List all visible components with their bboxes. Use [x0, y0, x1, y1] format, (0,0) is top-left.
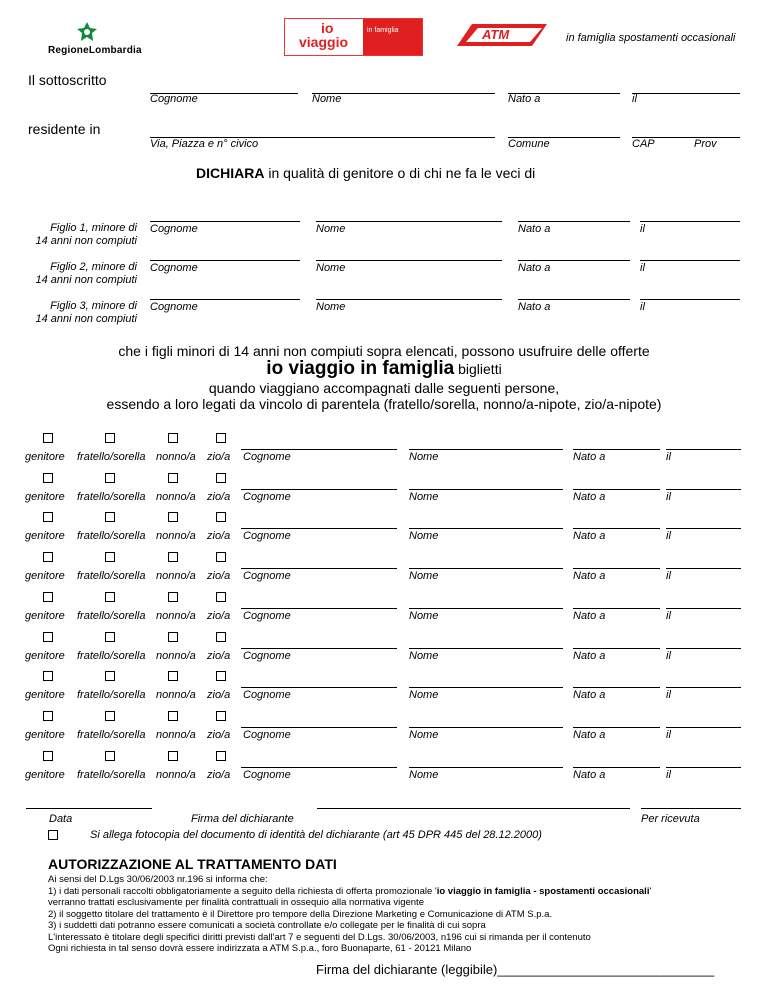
companion-field-line[interactable]: [573, 727, 660, 728]
companion-row: [0, 552, 768, 588]
companion-field-line[interactable]: [666, 727, 741, 728]
relation-checkbox[interactable]: [216, 592, 226, 602]
companion-field-caption: il: [666, 649, 671, 662]
companion-field-caption: il: [666, 768, 671, 781]
relation-checkbox[interactable]: [216, 751, 226, 761]
privacy-item-1-cont: verranno trattati esclusivamente per finalità contrattuali in ossequio alla normativa vigente: [48, 897, 424, 908]
offer-title-small: biglietti: [454, 361, 502, 377]
relation-checkbox[interactable]: [105, 671, 115, 681]
companion-field-caption: Cognome: [243, 649, 291, 662]
companion-field-line[interactable]: [573, 449, 660, 450]
child-field-line[interactable]: [640, 260, 740, 261]
relation-label: zio/a: [207, 689, 231, 702]
companion-field-line[interactable]: [241, 489, 397, 490]
relation-label: genitore: [25, 689, 65, 702]
companion-field-line[interactable]: [409, 687, 563, 688]
child-label: [20, 300, 137, 326]
companion-field-line[interactable]: [666, 489, 741, 490]
companion-field-line[interactable]: [241, 568, 397, 569]
io-viaggio-badge: [363, 19, 422, 55]
companion-field-caption: Nome: [409, 530, 439, 543]
companion-field-line[interactable]: [666, 767, 741, 768]
relation-label: nonno/a: [156, 570, 196, 583]
companion-field-line[interactable]: [409, 528, 563, 529]
companion-field-caption: Cognome: [243, 490, 291, 503]
relation-checkbox[interactable]: [168, 751, 178, 761]
declarant-signature-line[interactable]: [317, 808, 630, 809]
companion-field-caption: Nome: [409, 649, 439, 662]
child-label: [20, 261, 137, 287]
relation-label: genitore: [25, 768, 65, 781]
privacy-item-1-post: ': [649, 885, 652, 897]
companion-field-line[interactable]: [409, 767, 563, 768]
companion-field-caption: Nato a: [573, 649, 606, 662]
companion-field-line[interactable]: [573, 528, 660, 529]
companion-field-line[interactable]: [666, 608, 741, 609]
relation-checkbox[interactable]: [43, 671, 53, 681]
relation-checkbox[interactable]: [105, 751, 115, 761]
attachment-checkbox[interactable]: [48, 830, 58, 840]
relation-label: genitore: [25, 728, 65, 741]
companion-field-line[interactable]: [409, 449, 563, 450]
companion-field-line[interactable]: [573, 568, 660, 569]
companion-field-line[interactable]: [409, 727, 563, 728]
privacy-item-1: [48, 886, 651, 898]
companion-field-line[interactable]: [409, 568, 563, 569]
regione-lombardia-emblem-icon: [75, 20, 99, 44]
companion-field-caption: Nome: [409, 728, 439, 741]
child-field-line[interactable]: [316, 260, 502, 261]
offer-line-4: essendo a loro legati da vincolo di parentela (fratello/sorella, nonno/a-nipote, zio/a-nipote): [106, 396, 662, 412]
relation-checkbox[interactable]: [43, 632, 53, 642]
relation-label: fratello/sorella: [77, 689, 146, 702]
birthdate-line[interactable]: [632, 93, 740, 94]
relation-checkbox[interactable]: [216, 711, 226, 721]
subscriber-label: Il sottoscritto: [28, 72, 107, 88]
companion-field-line[interactable]: [241, 528, 397, 529]
atm-logo: [456, 23, 548, 47]
companion-row: [0, 512, 768, 548]
companion-row: [0, 592, 768, 628]
signature-caption: Firma del dichiarante: [191, 813, 294, 825]
receipt-caption: Per ricevuta: [641, 813, 700, 825]
relation-label: zio/a: [207, 570, 231, 583]
relation-checkbox[interactable]: [105, 711, 115, 721]
privacy-item-3: 3) i suddetti dati potranno essere comunicati a società controllate e/o collegate per le finalità di cui sopra: [48, 920, 486, 931]
relation-label: fratello/sorella: [77, 490, 146, 503]
relation-label: genitore: [25, 530, 65, 543]
relation-label: nonno/a: [156, 768, 196, 781]
companion-field-line[interactable]: [409, 489, 563, 490]
companion-field-line[interactable]: [573, 687, 660, 688]
child-field-caption: il: [640, 223, 645, 235]
relation-checkbox[interactable]: [105, 433, 115, 443]
relation-checkbox[interactable]: [43, 512, 53, 522]
child-field-caption: il: [640, 301, 645, 313]
companion-row: [0, 473, 768, 509]
child-label: [20, 222, 137, 248]
companion-field-caption: Nato a: [573, 609, 606, 622]
child-label-line-2: 14 anni non compiuti: [35, 313, 137, 325]
relation-checkbox[interactable]: [168, 433, 178, 443]
companion-field-line[interactable]: [241, 608, 397, 609]
relation-label: nonno/a: [156, 451, 196, 463]
child-label-line-2: 14 anni non compiuti: [35, 274, 137, 286]
companion-row: [0, 751, 768, 787]
child-field-caption: Nato a: [518, 262, 551, 274]
relation-checkbox[interactable]: [216, 671, 226, 681]
relation-checkbox[interactable]: [105, 592, 115, 602]
relation-checkbox[interactable]: [43, 592, 53, 602]
child-field-caption: Cognome: [150, 262, 198, 274]
companion-field-caption: Nato a: [573, 451, 606, 463]
companion-field-caption: Cognome: [243, 768, 291, 781]
relation-label: fratello/sorella: [77, 451, 146, 463]
relation-label: genitore: [25, 570, 65, 583]
privacy-title: AUTORIZZAZIONE AL TRATTAMENTO DATI: [48, 856, 337, 872]
relation-checkbox[interactable]: [168, 473, 178, 483]
relation-label: zio/a: [207, 768, 231, 781]
declaration-heading: [196, 165, 535, 181]
atm-logo-text: ATM: [482, 27, 510, 42]
privacy-item-1-pre: 1) i dati personali raccolti obbligatoriamente a seguito della richiesta di offerta promozionale ': [48, 885, 437, 897]
birthplace-caption: Nato a: [508, 93, 541, 105]
companion-field-caption: Nato a: [573, 768, 606, 781]
companion-field-caption: Cognome: [243, 609, 291, 622]
offer-title: [0, 358, 768, 380]
child-field-caption: Nome: [316, 262, 346, 274]
companion-field-line[interactable]: [241, 648, 397, 649]
companion-field-caption: Nome: [409, 689, 439, 702]
street-caption: Via, Piazza e n° civico: [150, 138, 259, 150]
companion-field-caption: Nato a: [573, 689, 606, 702]
relation-checkbox[interactable]: [216, 473, 226, 483]
postcode-caption: CAP: [632, 138, 655, 150]
companion-field-line[interactable]: [241, 727, 397, 728]
companion-row: [0, 711, 768, 747]
child-field-line[interactable]: [518, 221, 630, 222]
birthdate-caption: il: [632, 93, 637, 105]
relation-label: nonno/a: [156, 530, 196, 543]
declaration-bold: DICHIARA: [196, 165, 265, 181]
relation-label: genitore: [25, 649, 65, 662]
child-field-line[interactable]: [518, 260, 630, 261]
companion-field-caption: Cognome: [243, 728, 291, 741]
header-tagline: in famiglia spostamenti occasionali: [566, 32, 736, 44]
companion-field-caption: Nome: [409, 451, 439, 463]
companion-field-caption: Nato a: [573, 728, 606, 741]
offer-line-3: quando viaggiano accompagnati dalle seguenti persone,: [208, 380, 560, 396]
relation-checkbox[interactable]: [43, 473, 53, 483]
companion-field-caption: il: [666, 609, 671, 622]
companion-field-caption: Cognome: [243, 530, 291, 543]
privacy-rights: L'interessato è titolare degli specifici diritti previsti dall'art 7 e seguenti del D.Lgs. 30/06/2003, n196 cui si rimanda per il contenuto: [48, 931, 591, 943]
companion-field-caption: Nome: [409, 490, 439, 503]
child-field-line[interactable]: [640, 299, 740, 300]
relation-checkbox[interactable]: [168, 671, 178, 681]
relation-checkbox[interactable]: [168, 632, 178, 642]
io-viaggio-logo-line2: viaggio: [299, 34, 349, 50]
relation-label: nonno/a: [156, 689, 196, 702]
relation-checkbox[interactable]: [216, 512, 226, 522]
relation-checkbox[interactable]: [105, 632, 115, 642]
companion-field-caption: Cognome: [243, 570, 291, 583]
regione-lombardia-text: RegioneLombardia: [48, 45, 142, 56]
companion-field-line[interactable]: [666, 568, 741, 569]
companion-field-caption: Cognome: [243, 689, 291, 702]
relation-checkbox[interactable]: [216, 552, 226, 562]
relation-checkbox[interactable]: [43, 552, 53, 562]
child-field-caption: Cognome: [150, 223, 198, 235]
city-caption: Comune: [508, 138, 550, 150]
relation-checkbox[interactable]: [168, 711, 178, 721]
child-field-caption: Nato a: [518, 223, 551, 235]
relation-checkbox[interactable]: [168, 592, 178, 602]
date-caption: Data: [49, 813, 73, 825]
offer-line-1: che i figli minori di 14 anni non compiuti sopra elencati, possono usufruire delle offerte: [118, 343, 650, 359]
child-field-caption: Nato a: [518, 301, 551, 313]
companion-field-caption: Nome: [409, 570, 439, 583]
receipt-line[interactable]: [641, 808, 741, 809]
relation-checkbox[interactable]: [105, 552, 115, 562]
relation-label: zio/a: [207, 451, 231, 463]
companion-field-line[interactable]: [666, 687, 741, 688]
relation-label: zio/a: [207, 609, 231, 622]
relation-label: zio/a: [207, 728, 231, 741]
companion-row: [0, 433, 768, 469]
companion-field-caption: Cognome: [243, 451, 291, 463]
relation-label: zio/a: [207, 649, 231, 662]
companion-field-line[interactable]: [409, 608, 563, 609]
name-caption: Nome: [312, 93, 342, 105]
date-line[interactable]: [26, 808, 152, 809]
companion-field-line[interactable]: [666, 648, 741, 649]
relation-label: fratello/sorella: [77, 768, 146, 781]
relation-label: nonno/a: [156, 649, 196, 662]
offer-title-big: io viaggio in famiglia: [266, 358, 455, 379]
relation-checkbox[interactable]: [43, 711, 53, 721]
child-label-line-1: Figlio 3, minore di: [50, 300, 137, 312]
child-label-line-2: 14 anni non compiuti: [35, 235, 137, 247]
child-field-line[interactable]: [316, 221, 502, 222]
io-viaggio-badge-text: in famiglia: [367, 27, 399, 34]
relation-label: genitore: [25, 451, 65, 463]
residence-label: residente in: [28, 121, 101, 137]
relation-label: genitore: [25, 609, 65, 622]
child-field-caption: Nome: [316, 301, 346, 313]
privacy-address: Ogni richiesta in tal senso dovrà essere indirizzata a ATM S.p.a., foro Buonaparte, 61 - 20121 Milano: [48, 943, 472, 954]
companion-field-caption: il: [666, 689, 671, 702]
relation-label: genitore: [25, 490, 65, 503]
privacy-body: [48, 874, 651, 955]
companion-field-line[interactable]: [573, 767, 660, 768]
relation-label: zio/a: [207, 530, 231, 543]
companion-field-line[interactable]: [241, 687, 397, 688]
child-field-line[interactable]: [518, 299, 630, 300]
companion-field-line[interactable]: [241, 449, 397, 450]
regione-lombardia-logo: [48, 20, 143, 56]
child-field-line[interactable]: [150, 299, 300, 300]
relation-checkbox[interactable]: [43, 433, 53, 443]
companion-field-caption: il: [666, 530, 671, 543]
io-viaggio-logo: [284, 18, 423, 56]
relation-label: nonno/a: [156, 490, 196, 503]
privacy-item-1-bold: io viaggio in famiglia - spostamenti occasionali: [436, 885, 650, 897]
companion-field-line[interactable]: [573, 608, 660, 609]
province-caption: Prov: [694, 138, 717, 150]
companion-field-line[interactable]: [666, 528, 741, 529]
relation-label: fratello/sorella: [77, 570, 146, 583]
child-field-line[interactable]: [150, 221, 300, 222]
child-field-caption: Cognome: [150, 301, 198, 313]
companion-field-caption: il: [666, 451, 671, 463]
relation-checkbox[interactable]: [216, 433, 226, 443]
relation-checkbox[interactable]: [216, 632, 226, 642]
companion-field-line[interactable]: [409, 648, 563, 649]
attachment-note: Si allega fotocopia del documento di identità del dichiarante (art 45 DPR 445 del 28.12.2000): [90, 829, 542, 841]
relation-label: zio/a: [207, 490, 231, 503]
relation-label: fratello/sorella: [77, 609, 146, 622]
companion-field-caption: il: [666, 728, 671, 741]
companion-field-line[interactable]: [241, 767, 397, 768]
privacy-intro: Ai sensi del D.Lgs 30/06/2003 nr.196 si informa che:: [48, 874, 268, 885]
relation-label: fratello/sorella: [77, 728, 146, 741]
companion-field-caption: il: [666, 570, 671, 583]
companion-field-line[interactable]: [573, 648, 660, 649]
declaration-text: in qualità di genitore o di chi ne fa le veci di: [264, 165, 536, 181]
companion-row: [0, 671, 768, 707]
relation-checkbox[interactable]: [168, 512, 178, 522]
child-label-line-1: Figlio 1, minore di: [50, 222, 137, 234]
companion-field-caption: Nato a: [573, 570, 606, 583]
child-field-line[interactable]: [316, 299, 502, 300]
relation-checkbox[interactable]: [168, 552, 178, 562]
final-signature: Firma del dichiarante (leggibile)______________________________: [316, 962, 715, 977]
child-field-line[interactable]: [640, 221, 740, 222]
relation-label: nonno/a: [156, 728, 196, 741]
companion-field-line[interactable]: [573, 489, 660, 490]
companion-field-line[interactable]: [666, 449, 741, 450]
surname-caption: Cognome: [150, 93, 198, 105]
companion-field-caption: Nato a: [573, 490, 606, 503]
relation-checkbox[interactable]: [105, 473, 115, 483]
child-field-line[interactable]: [150, 260, 300, 261]
relation-label: fratello/sorella: [77, 530, 146, 543]
relation-label: fratello/sorella: [77, 649, 146, 662]
companion-row: [0, 632, 768, 668]
companion-field-caption: Nome: [409, 768, 439, 781]
privacy-item-2: 2) il soggetto titolare del trattamento è il Direttore pro tempore della Direzione Marketing e Comunicazione di ATM S.p.a.: [48, 908, 553, 920]
relation-checkbox[interactable]: [43, 751, 53, 761]
companion-field-caption: Nato a: [573, 530, 606, 543]
child-label-line-1: Figlio 2, minore di: [50, 261, 137, 273]
io-viaggio-logo-line1: io: [321, 20, 334, 36]
companion-field-caption: il: [666, 490, 671, 503]
relation-checkbox[interactable]: [105, 512, 115, 522]
child-field-caption: il: [640, 262, 645, 274]
companion-field-caption: Nome: [409, 609, 439, 622]
relation-label: nonno/a: [156, 609, 196, 622]
child-field-caption: Nome: [316, 223, 346, 235]
